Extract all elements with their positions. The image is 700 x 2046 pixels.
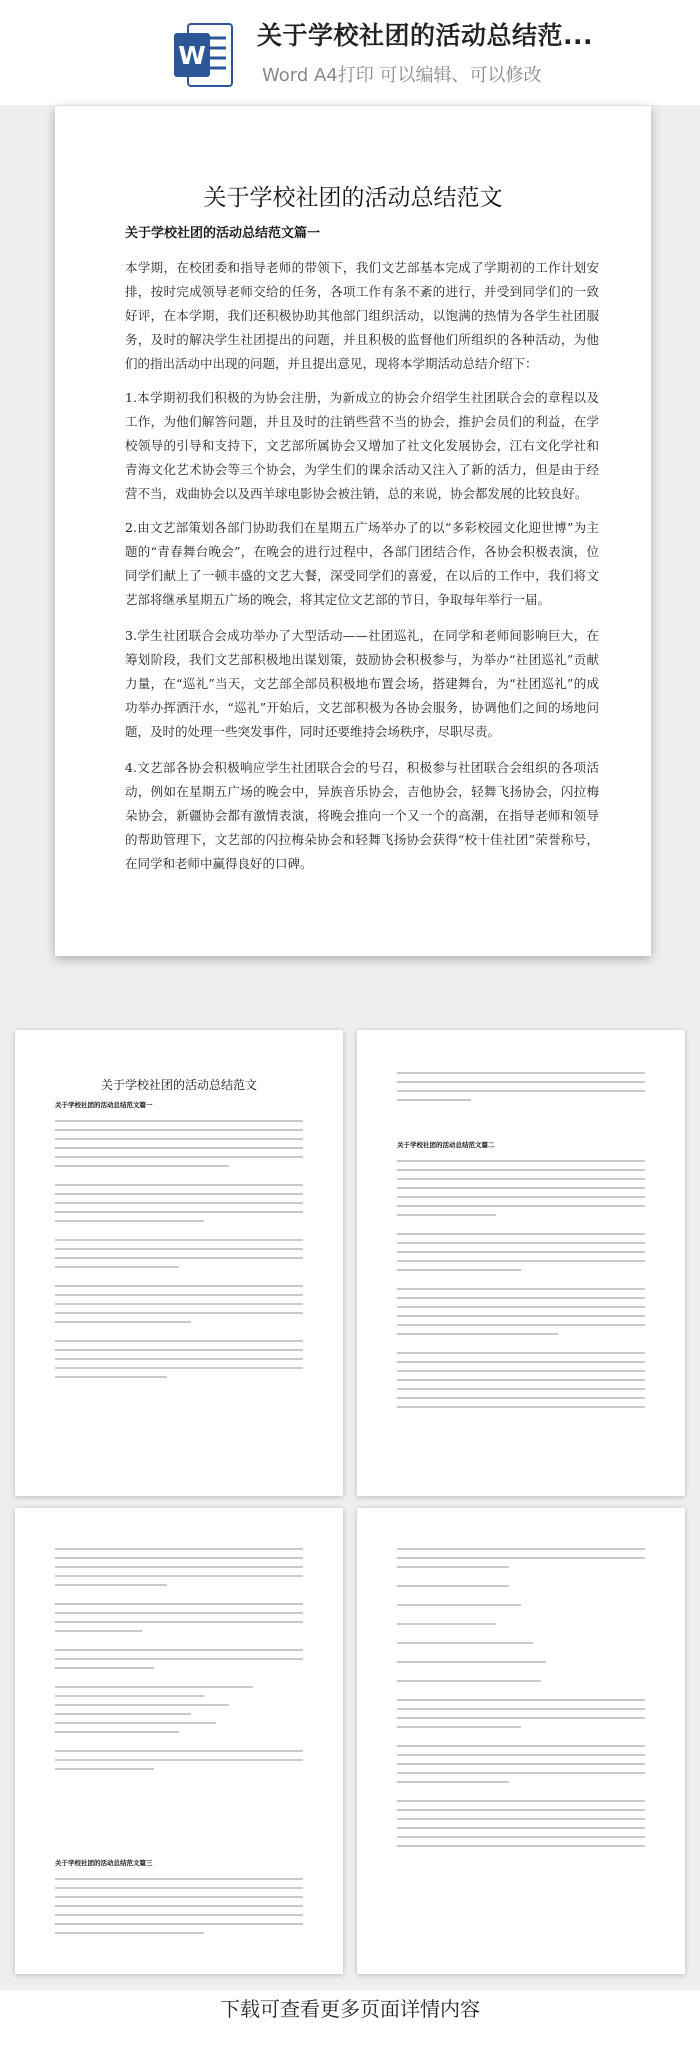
- paragraph-item-2: 2.由文艺部策划各部门协助我们在星期五广场举办了的以“多彩校园文化迎世博”为主题的“青春舞台晚会”，在晚会的进行过程中，各部门团结合作，各协会积极表演，位同学们献上了一顿丰盛的文艺大餐，深受同学们的喜爱，在以后的工作中，我们将文艺部将继承星期五广场的晚会，将其定位文艺部的节日，争取每年举行一届。: [125, 520, 599, 607]
- page-title: 关于学校社团的活动总结范文: [203, 185, 503, 211]
- word-document-icon: [174, 22, 234, 88]
- document-subtitle: Word A4打印 可以编辑、可以修改: [262, 65, 542, 86]
- thumbnail-title: 关于学校社团的活动总结范文: [100, 1078, 257, 1092]
- thumbnail-text-lines: [55, 1120, 303, 1385]
- thumbnail-page-1[interactable]: [15, 1030, 343, 1496]
- thumbnail-subtitle: 关于学校社团的活动总结范文篇一: [55, 1101, 153, 1109]
- thumbnail-text-lines: [397, 1072, 645, 1108]
- document-preview-page: [55, 106, 651, 956]
- paragraph-item-4: 4.文艺部各协会积极响应学生社团联合会的号召，积极参与社团联合会组织的各项活动，例如在星期五广场的晚会中，异族音乐协会，吉他协会，轻舞飞扬协会，闪拉梅朵协会，新疆协会都有激情表演，将晚会推向一个又一个的高潮，在指导老师和领导的帮助管理下，文艺部的闪拉梅朵协会和轻舞飞扬协会获得“校十佳社团”荣誉称号，在同学和老师中赢得良好的口碑。: [125, 760, 599, 871]
- paragraph-item-1: 1.本学期初我们积极的为协会注册，为新成立的协会介绍学生社团联合会的章程以及工作，为他们解答问题，并且及时的注销些营不当的协会，推护会员们的利益，在学校领导的引导和支持下，文艺部所属协会又增加了社文化发展协会，江右文化学社和青海文化艺术协会等三个协会，为学生们的课余活动又注入了新的活力，但是由于经营不当，戏曲协会以及西羊球电影协会被注销，总的来说，协会都发展的比较良好。: [125, 390, 599, 501]
- thumbnail-page-4[interactable]: [357, 1508, 685, 1974]
- paragraph-item-3: 3.学生社团联合会成功举办了大型活动——社团巡礼，在同学和老师间影响巨大，在筹划阶段，我们文艺部积极地出谋划策，鼓励协会积极参与，为举办“社团巡礼”贡献力量，在“巡礼”当天，文艺部全部员积极地布置会场，搭建舞台，为“社团巡礼”的成功举办挥洒汗水，“巡礼”开始后，文艺部积极为各协会服务，协调他们之间的场地问题，及时的处理一些突发事件，同时还要维持会场秩序，尽职尽责。: [125, 628, 599, 739]
- paragraph-intro: 本学期，在校团委和指导老师的带领下，我们文艺部基本完成了学期初的工作计划安排，按时完成领导老师交给的任务，各项工作有条不紊的进行，并受到同学们的一致好评，在本学期，我们还积极协助其他部门组织活动，以饱满的热情为各学生社团服务，及时的解决学生社团提出的问题，并且积极的监督他们所组织的各种活动，为他们的指出活动中出现的问题，并且提出意见，现将本学期活动总结介绍下：: [125, 260, 599, 371]
- header-bar: [0, 0, 700, 105]
- word-icon-letter: W: [178, 41, 206, 70]
- thumbnail-text-lines: [55, 1548, 303, 1777]
- thumbnail-text-lines: [397, 1548, 645, 1854]
- thumbnail-text-lines: [55, 1878, 303, 1941]
- document-title: 关于学校社团的活动总结范...: [257, 21, 593, 50]
- thumbnail-text-lines: [397, 1160, 645, 1415]
- thumbnail-subtitle: 关于学校社团的活动总结范文篇二: [397, 1141, 495, 1149]
- thumbnail-page-2[interactable]: [357, 1030, 685, 1496]
- download-more-pages-link[interactable]: 下载可查看更多页面详情内容: [0, 1990, 700, 2046]
- thumbnail-subtitle: 关于学校社团的活动总结范文篇三: [55, 1859, 153, 1867]
- thumbnail-page-3[interactable]: [15, 1508, 343, 1974]
- section-heading: 关于学校社团的活动总结范文篇一: [125, 226, 321, 241]
